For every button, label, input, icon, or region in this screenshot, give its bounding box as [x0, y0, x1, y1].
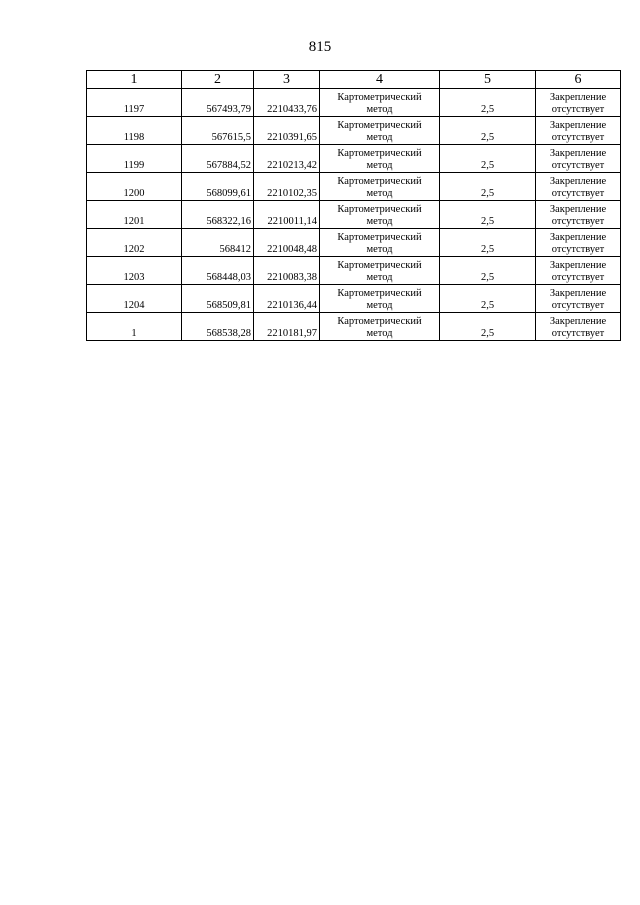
table-row	[87, 229, 621, 257]
fixation-line-2: отсутствует	[551, 328, 605, 339]
method-line-1: Картометрический	[337, 288, 422, 299]
coordinate-x: 568509,81	[182, 285, 254, 313]
table-row	[87, 145, 621, 173]
coordinate-y: 2210102,35	[254, 173, 320, 201]
coordinate-x: 568538,28	[182, 313, 254, 341]
error-value: 2,5	[440, 257, 536, 285]
coordinate-x: 567615,5	[182, 117, 254, 145]
page-number: 815	[308, 39, 332, 55]
fixation-line-2: отсутствует	[551, 300, 605, 311]
method-cell	[320, 173, 440, 201]
coordinate-y: 2210136,44	[254, 285, 320, 313]
method-cell	[320, 89, 440, 117]
coordinate-x: 568448,03	[182, 257, 254, 285]
fixation-line-2: отсутствует	[551, 216, 605, 227]
method-line-2: метод	[366, 216, 393, 227]
header-cell: 1	[87, 71, 182, 89]
coordinate-y: 2210083,38	[254, 257, 320, 285]
fixation-line-1: Закрепление	[549, 316, 607, 327]
fixation-line-1: Закрепление	[549, 148, 607, 159]
fixation-line-2: отсутствует	[551, 272, 605, 283]
fixation-line-1: Закрепление	[549, 92, 607, 103]
method-cell	[320, 229, 440, 257]
point-number: 1197	[87, 89, 182, 117]
table-row	[87, 257, 621, 285]
fixation-line-1: Закрепление	[549, 204, 607, 215]
method-line-2: метод	[366, 272, 393, 283]
fixation-cell	[536, 89, 621, 117]
error-value: 2,5	[440, 229, 536, 257]
header-cell: 5	[440, 71, 536, 89]
coordinate-y: 2210213,42	[254, 145, 320, 173]
coordinates-table	[86, 70, 621, 341]
coordinate-y: 2210011,14	[254, 201, 320, 229]
coordinate-y: 2210391,65	[254, 117, 320, 145]
method-line-2: метод	[366, 160, 393, 171]
table-header-row	[87, 71, 621, 89]
fixation-line-2: отсутствует	[551, 104, 605, 115]
error-value: 2,5	[440, 89, 536, 117]
method-cell	[320, 257, 440, 285]
point-number: 1200	[87, 173, 182, 201]
coordinate-y: 2210181,97	[254, 313, 320, 341]
error-value: 2,5	[440, 201, 536, 229]
fixation-line-2: отсутствует	[551, 244, 605, 255]
method-line-2: метод	[366, 104, 393, 115]
method-cell	[320, 145, 440, 173]
method-line-2: метод	[366, 300, 393, 311]
fixation-line-1: Закрепление	[549, 176, 607, 187]
coordinate-x: 568322,16	[182, 201, 254, 229]
fixation-line-2: отсутствует	[551, 188, 605, 199]
point-number: 1199	[87, 145, 182, 173]
point-number: 1	[87, 313, 182, 341]
coordinate-x: 567493,79	[182, 89, 254, 117]
method-cell	[320, 313, 440, 341]
point-number: 1198	[87, 117, 182, 145]
fixation-cell	[536, 201, 621, 229]
fixation-line-2: отсутствует	[551, 132, 605, 143]
coordinate-x: 568412	[182, 229, 254, 257]
fixation-cell	[536, 313, 621, 341]
header-cell: 6	[536, 71, 621, 89]
table-row	[87, 313, 621, 341]
fixation-cell	[536, 173, 621, 201]
point-number: 1204	[87, 285, 182, 313]
point-number: 1201	[87, 201, 182, 229]
method-line-2: метод	[366, 132, 393, 143]
method-line-1: Картометрический	[337, 176, 422, 187]
coordinate-x: 567884,52	[182, 145, 254, 173]
method-cell	[320, 117, 440, 145]
method-line-2: метод	[366, 328, 393, 339]
error-value: 2,5	[440, 173, 536, 201]
fixation-line-1: Закрепление	[549, 260, 607, 271]
error-value: 2,5	[440, 313, 536, 341]
table-row	[87, 285, 621, 313]
table-row	[87, 117, 621, 145]
error-value: 2,5	[440, 117, 536, 145]
method-line-1: Картометрический	[337, 120, 422, 131]
method-line-1: Картометрический	[337, 204, 422, 215]
coordinate-y: 2210048,48	[254, 229, 320, 257]
fixation-cell	[536, 229, 621, 257]
fixation-cell	[536, 117, 621, 145]
method-line-1: Картометрический	[337, 260, 422, 271]
method-line-2: метод	[366, 244, 393, 255]
header-cell: 4	[320, 71, 440, 89]
method-line-1: Картометрический	[337, 232, 422, 243]
fixation-cell	[536, 257, 621, 285]
error-value: 2,5	[440, 145, 536, 173]
table-row	[87, 201, 621, 229]
fixation-line-2: отсутствует	[551, 160, 605, 171]
coordinate-x: 568099,61	[182, 173, 254, 201]
point-number: 1203	[87, 257, 182, 285]
method-line-1: Картометрический	[337, 148, 422, 159]
error-value: 2,5	[440, 285, 536, 313]
header-cell: 2	[182, 71, 254, 89]
fixation-line-1: Закрепление	[549, 232, 607, 243]
fixation-line-1: Закрепление	[549, 120, 607, 131]
method-cell	[320, 285, 440, 313]
method-line-2: метод	[366, 188, 393, 199]
method-line-1: Картометрический	[337, 92, 422, 103]
point-number: 1202	[87, 229, 182, 257]
coordinate-y: 2210433,76	[254, 89, 320, 117]
table-row	[87, 173, 621, 201]
fixation-line-1: Закрепление	[549, 288, 607, 299]
fixation-cell	[536, 145, 621, 173]
method-cell	[320, 201, 440, 229]
method-line-1: Картометрический	[337, 316, 422, 327]
fixation-cell	[536, 285, 621, 313]
table-row	[87, 89, 621, 117]
header-cell: 3	[254, 71, 320, 89]
